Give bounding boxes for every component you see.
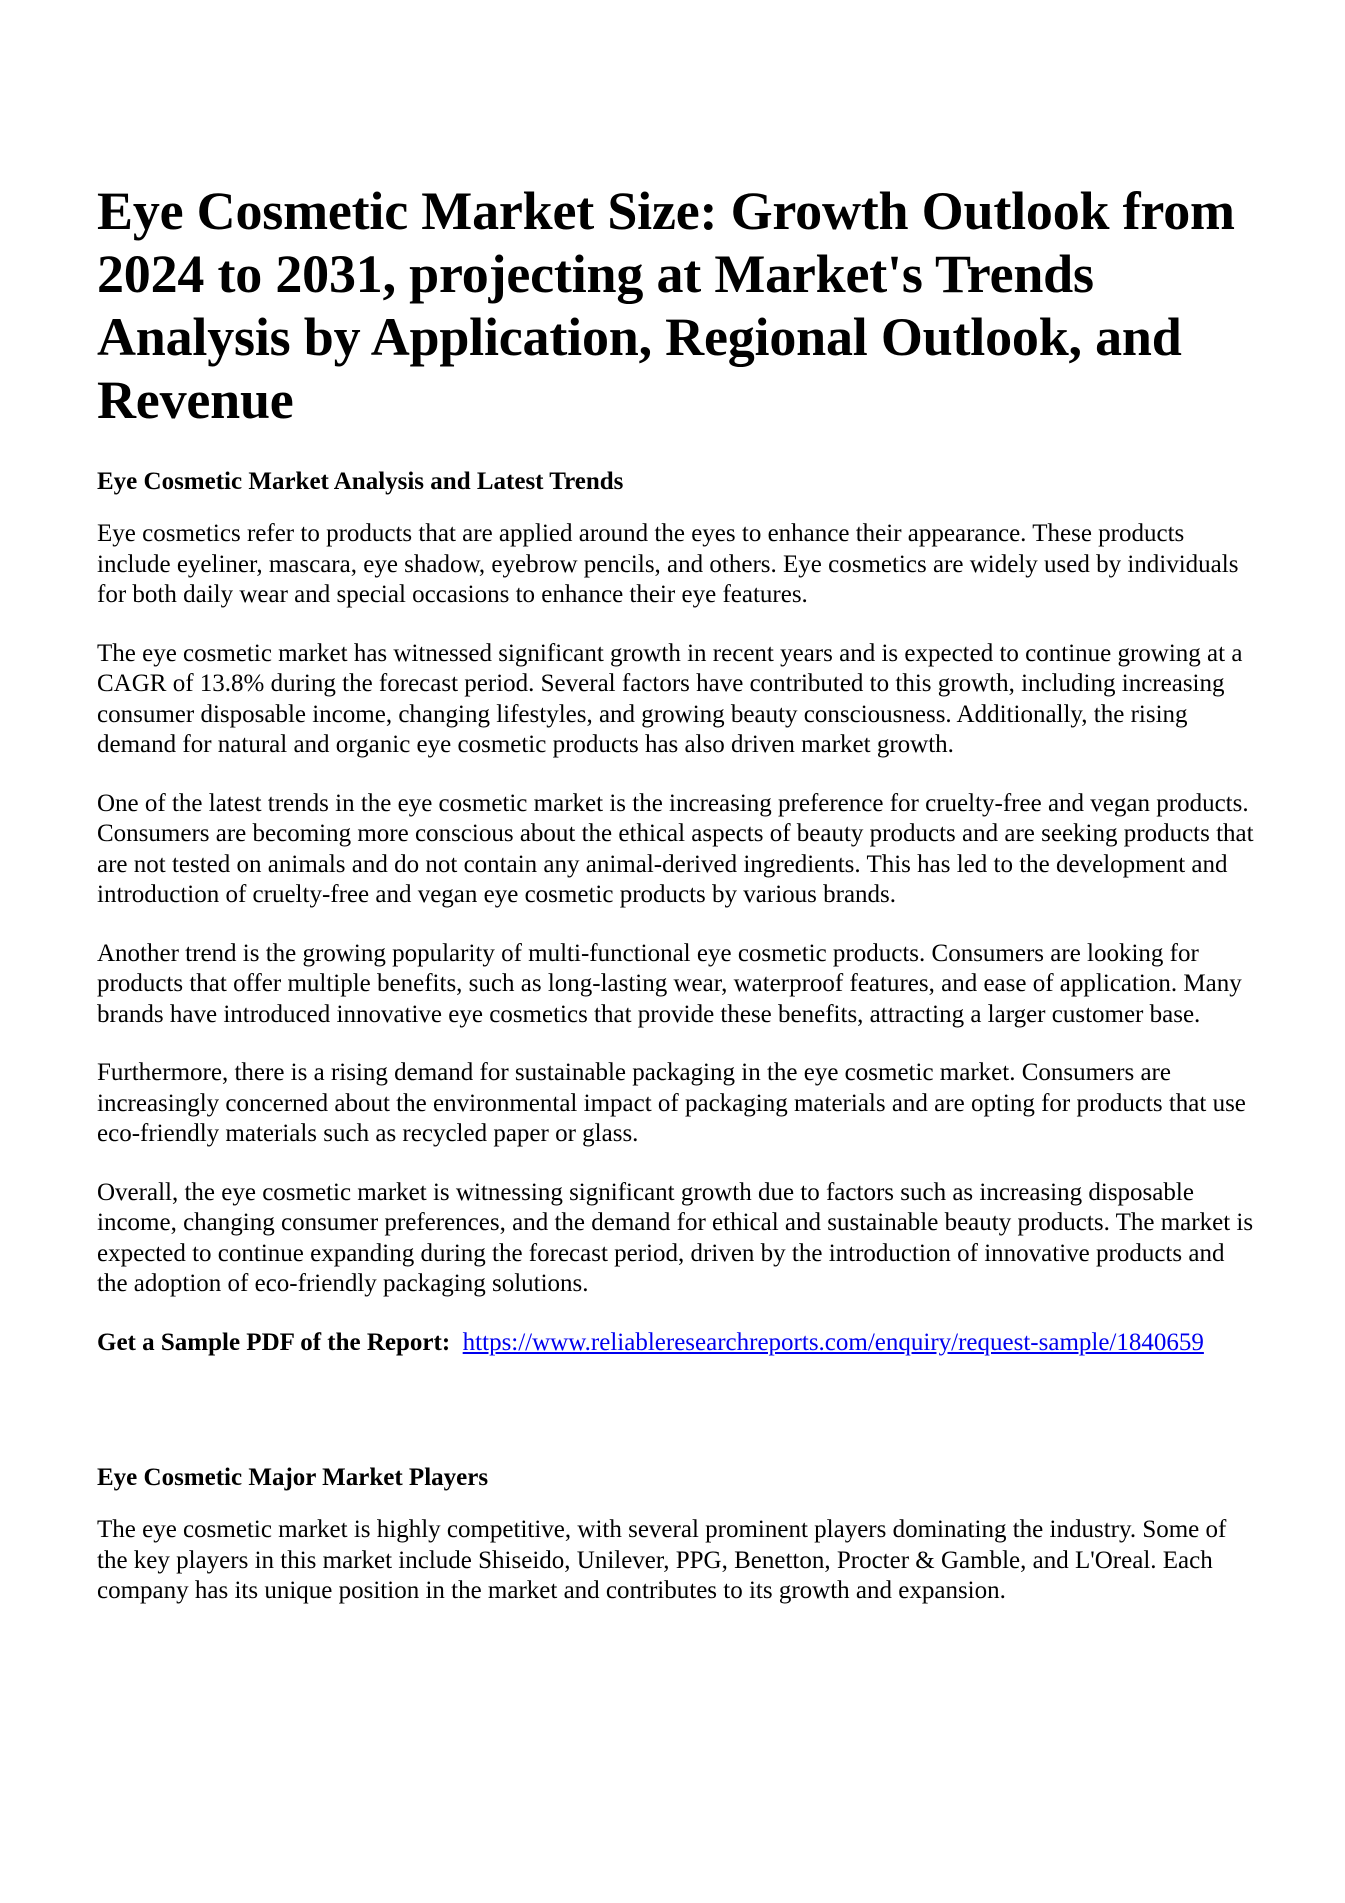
section-market-players — [97, 1463, 1257, 1607]
document-title: Eye Cosmetic Market Size: Growth Outlook from 2024 to 2031, projecting at Market's Trends Analysis by Application, Regional Outlook, and Revenue — [97, 181, 1235, 430]
sample-pdf-link[interactable]: https://www.reliableresearchreports.com/enquiry/request-sample/1840659 — [462, 1328, 1204, 1356]
paragraph: One of the latest trends in the eye cosmetic market is the increasing preference for cruelty-free and vegan products. Consumers are becoming more conscious about the ethical aspects of beauty products and are seeking products that are not tested on animals and do not contain any animal-derived ingredients. This has led to the development and introduction of cruelty-free and vegan eye cosmetic products by various brands. — [97, 789, 1254, 908]
paragraph: Another trend is the growing popularity of multi-functional eye cosmetic products. Consumers are looking for products that offer multiple benefits, such as long-lasting wear, waterproof features, and ease of application. Many brands have introduced innovative eye cosmetics that provide these benefits, attracting a larger customer base. — [97, 939, 1242, 1028]
paragraph: The eye cosmetic market has witnessed significant growth in recent years and is expected to continue growing at a CAGR of 13.8% during the forecast period. Several factors have contributed to this growth, including increasing consumer disposable income, changing lifestyles, and growing beauty consciousness. Additionally, the rising demand for natural and organic eye cosmetic products has also driven market growth. — [97, 639, 1243, 758]
sample-pdf-line — [97, 1328, 1257, 1359]
paragraph: Eye cosmetics refer to products that are applied around the eyes to enhance their appearance. These products include eyeliner, mascara, eye shadow, eyebrow pencils, and others. Eye cosmetics are widely used by individuals for both daily wear and special occasions to enhance their eye features. — [97, 520, 1239, 608]
paragraph: Furthermore, there is a rising demand for sustainable packaging in the eye cosmetic market. Consumers are increasingly concerned about the environmental impact of packaging materials and are opting for products that use eco-friendly materials such as recycled paper or glass. — [97, 1059, 1246, 1147]
sample-pdf-label: Get a Sample PDF of the Report: — [97, 1328, 451, 1356]
section-market-analysis — [97, 467, 1257, 1300]
section-heading: Eye Cosmetic Market Analysis and Latest Trends — [97, 468, 624, 495]
paragraph: The eye cosmetic market is highly competitive, with several prominent players dominating the industry. Some of the key players in this market include Shiseido, Unilever, PPG, Benetton, Procter & Gamble, and L'Oreal. Each company has its unique position in the market and contributes to its growth and expansion. — [97, 1516, 1227, 1604]
document-page — [97, 180, 1257, 1635]
paragraph: Overall, the eye cosmetic market is witnessing significant growth due to factors such as increasing disposable income, changing consumer preferences, and the demand for ethical and sustainable beauty products. The market is expected to continue expanding during the forecast period, driven by the introduction of innovative products and the adoption of eco-friendly packaging solutions. — [97, 1178, 1254, 1297]
spacer — [97, 1358, 1257, 1463]
section-heading: Eye Cosmetic Major Market Players — [97, 1464, 489, 1491]
